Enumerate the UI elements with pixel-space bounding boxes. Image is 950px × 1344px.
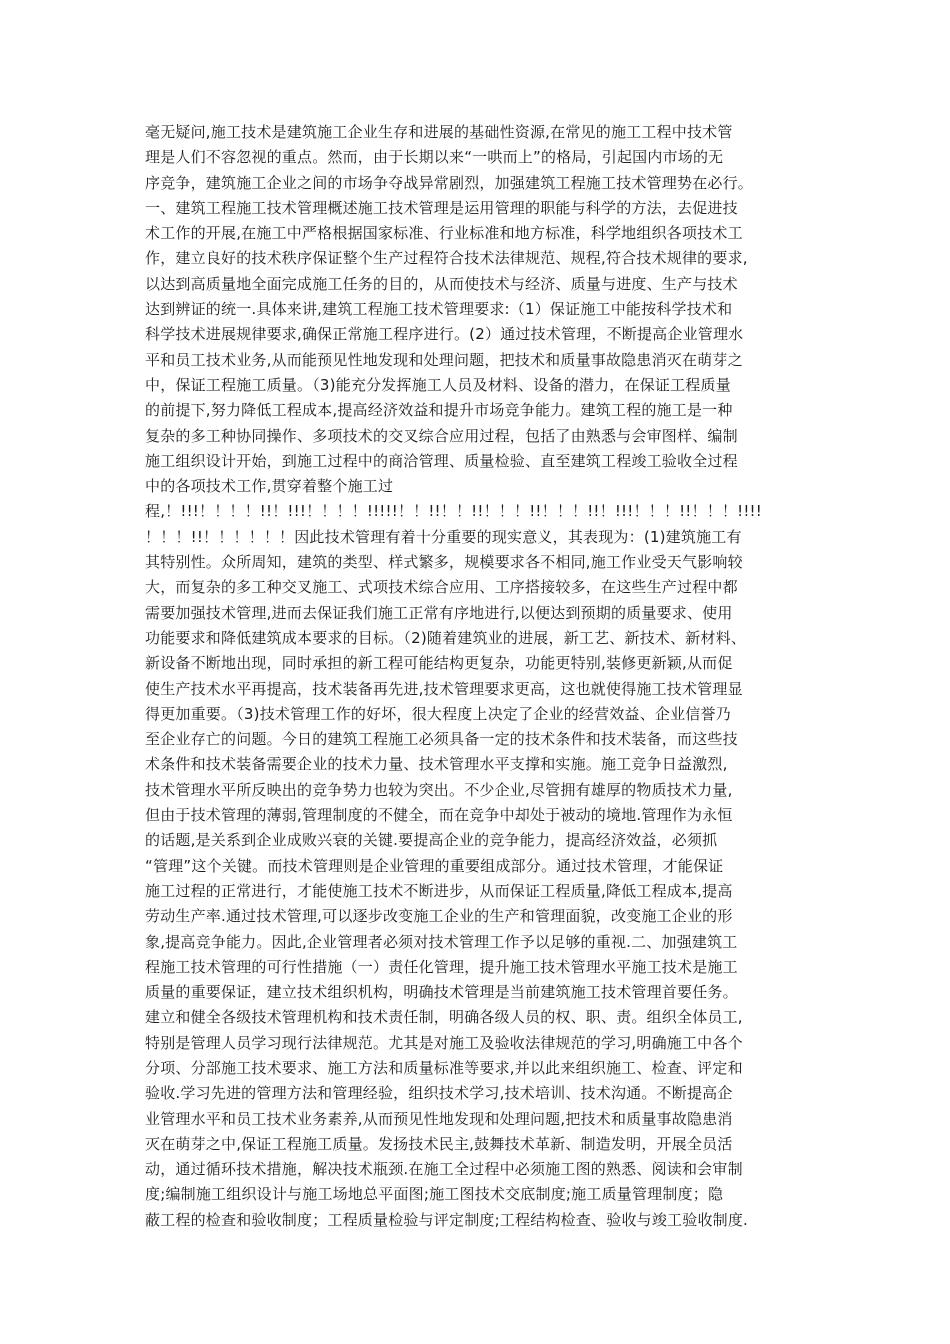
text-line: 灭在萌芽之中,保证工程施工质量。发扬技术民主,鼓舞技术革新、制造发明，开展全员活 [145,1134,733,1153]
text-line: 使生产技术水平再提高，技术装备再先进,技术管理要求更高，这也就使得施工技术管理显 [145,679,743,698]
text-line: 象,提高竞争能力。因此,企业管理者必须对技术管理工作予以足够的重视.二、加强建筑工 [145,932,738,951]
text-line: 平和员工技术业务,从而能预见性地发现和处理问题，把技术和质量事故隐患消灭在萌芽之 [145,350,743,369]
text-line: 新设备不断地出现，同时承担的新工程可能结构更复杂，功能更特别,装修更新颖,从而促 [145,654,733,673]
text-line: 达到辨证的统一.具体来讲,建筑工程施工技术管理要求:（1）保证施工中能按科学技术和 [145,300,733,319]
text-line: 特别是管理人员学习现行法律规范。尤其是对施工及验收法律规范的学习,明确施工中各个 [145,1033,743,1052]
text-line: 质量的重要保证，建立技术组织机构，明确技术管理是当前建筑施工技术管理首要任务。 [145,983,738,1002]
text-line: 程,！!!!！！！！!!！!!!！！！！!!!!!！！!!！！!!！！！!!！！！!!！!!!！！！!!！！！!!!! [145,502,762,521]
text-line: 复杂的多工种协同操作、多项技术的交叉综合应用过程，包括了由熟悉与会审图样、编制 [145,426,738,445]
text-line: 功能要求和降低建筑成本要求的目标。（2)随着建筑业的进展，新工艺、新技术、新材料、 [145,628,747,647]
text-line: 的前提下,努力降低工程成本,提高经济效益和提升市场竞争能力。建筑工程的施工是一种 [145,401,733,420]
text-line: 科学技术进展规律要求,确保正常施工程序进行。(2）通过技术管理，不断提高企业管理水 [145,325,744,344]
text-line: 劳动生产率.通过技术管理,可以逐步改变施工企业的生产和管理面貌，改变施工企业的形 [145,907,733,926]
text-line: 理是人们不容忽视的重点。然而，由于长期以来“一哄而上”的格局，引起国内市场的无 [145,148,724,167]
text-line: “管理”这个关键。而技术管理则是企业管理的重要组成部分。通过技术管理，才能保证 [145,856,724,875]
text-line: 中的各项技术工作,贯穿着整个施工过 [145,477,394,496]
text-line: 中，保证工程施工质量。（3)能充分发挥施工人员及材料、设备的潜力，在保证工程质量 [145,375,731,394]
text-line: 度;编制施工组织设计与施工场地总平面图;施工图技术交底制度;施工质量管理制度；隐 [145,1185,724,1204]
text-line: 术条件和技术装备需要企业的技术力量、技术管理水平支撑和实施。施工竞争日益激烈, [145,755,728,774]
text-line: 至企业存亡的问题。今日的建筑工程施工必须具备一定的技术条件和技术装备，而这些技 [145,730,738,749]
text-line: 蔽工程的检查和验收制度；工程质量检验与评定制度;工程结构检查、验收与竣工验收制度. [145,1210,749,1229]
text-line: 施工过程的正常进行，才能使施工技术不断进步，从而保证工程质量,降低工程成本,提高 [145,881,733,900]
text-line: 建立和健全各级技术管理机构和技术责任制，明确各级人员的权、职、责。组织全体员工, [145,1008,743,1027]
text-line: 业管理水平和员工技术业务素养,从而预见性地发现和处理问题,把技术和质量事故隐患消 [145,1109,733,1128]
body-text [145,120,815,1233]
text-line: ！！！!!！！！！！！因此技术管理有着十分重要的现实意义，其表现为：(1)建筑施工有 [145,527,742,546]
text-line: 大，而复杂的多工种交叉施工、式项技术综合应用、工序搭接较多，在这些生产过程中都 [145,578,738,597]
text-line: 术工作的开展,在施工中严格根据国家标准、行业标准和地方标准，科学地组织各项技术工 [145,224,743,243]
text-line: 程施工技术管理的可行性措施（一）责任化管理，提升施工技术管理水平施工技术是施工 [145,957,738,976]
text-line: 动，通过循环技术措施，解决技术瓶颈.在施工全过程中必须施工图的熟悉、阅读和会审制 [145,1160,743,1179]
text-line: 验收.学习先进的管理方法和管理经验，组织技术学习,技术培训、技术沟通。不断提高企 [145,1084,733,1103]
text-line: 但由于技术管理的薄弱,管理制度的不健全，而在竞争中却处于被动的境地.管理作为永恒 [145,806,733,825]
text-line: 得更加重要。（3)技术管理工作的好坏，很大程度上决定了企业的经营效益、企业信誉乃 [145,704,731,723]
text-line: 施工组织设计开始，到施工过程中的商洽管理、质量检验、直至建筑工程竣工验收全过程 [145,451,738,470]
text-line: 需要加强技术管理,进而去保证我们施工正常有序地进行,以便达到预期的质量要求、使用 [145,603,733,622]
text-line: 序竞争，建筑施工企业之间的市场争夺战异常剧烈，加强建筑工程施工技术管理势在必行。 [145,173,754,192]
text-line: 的话题,是关系到企业成败兴衰的关键.要提高企业的竞争能力，提高经济效益，必须抓 [145,831,718,850]
text-line: 作，建立良好的技术秩序保证整个生产过程符合技术法律规范、规程,符合技术规律的要求, [145,249,748,268]
text-line: 毫无疑问,施工技术是建筑施工企业生存和进展的基础性资源,在常见的施工工程中技术管 [145,123,733,141]
text-line: 分项、分部施工技术要求、施工方法和质量标准等要求,并以此来组织施工、检查、评定和 [145,1058,743,1077]
text-line: 其特别性。众所周知，建筑的类型、样式繁多，规模要求各不相同,施工作业受天气影响较 [145,553,743,572]
text-line: 技术管理水平所反映出的竞争势力也较为突出。不少企业,尽管拥有雄厚的物质技术力量, [145,780,733,799]
text-line: 以达到高质量地全面完成施工任务的目的，从而使技术与经济、质量与进度、生产与技术 [145,274,738,293]
text-line: 一、建筑工程施工技术管理概述施工技术管理是运用管理的职能与科学的方法，去促进技 [145,198,738,217]
